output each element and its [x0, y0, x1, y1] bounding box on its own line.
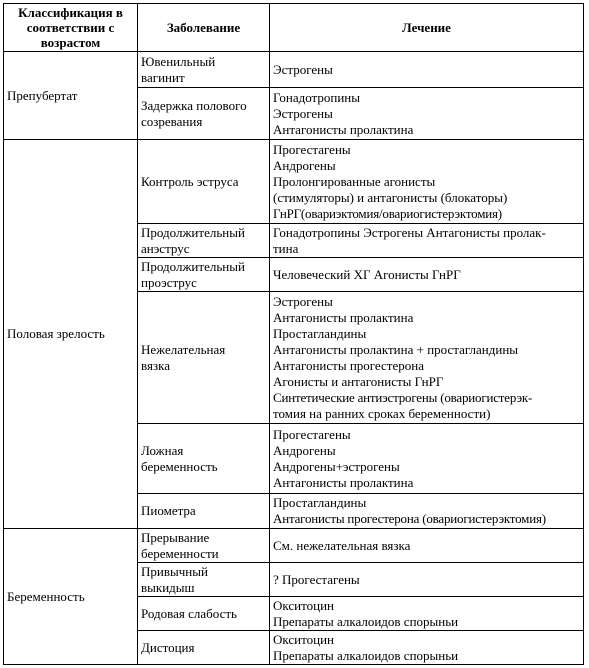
header-row [4, 4, 584, 52]
treatment-line: Андрогены [273, 442, 336, 458]
disease-cell [138, 292, 270, 424]
disease-cell [138, 140, 270, 224]
treatment-cell [270, 631, 584, 665]
treatment-line: ГнРГ(овариэктомия/овариогистерэктомия) [273, 205, 502, 221]
disease-line: Продолжительный [141, 258, 245, 274]
disease-line: Продолжительный [141, 224, 245, 240]
header-disease: Заболевание [138, 4, 270, 52]
disease-line: Дистоция [141, 639, 195, 655]
treatment-cell [270, 52, 584, 88]
treatment-line: Антагонисты прогестерона [273, 357, 424, 373]
treatment-line: Пролонгированные агонисты [273, 173, 436, 189]
disease-cell [138, 424, 270, 494]
treatment-cell [270, 88, 584, 140]
header-age-classification [4, 4, 138, 52]
group-cell: Препубертат [4, 52, 138, 140]
disease-line: вагинит [141, 69, 185, 85]
disease-line: выкидыш [141, 579, 195, 595]
treatment-line: См. нежелательная вязка [273, 537, 411, 553]
treatment-line: Антагонисты пролактина + простагландины [273, 341, 519, 357]
table-row [4, 52, 584, 88]
treatment-line: Антагонисты пролактина [273, 309, 414, 325]
disease-cell [138, 563, 270, 597]
treatment-line: Препараты алкалоидов спорыньи [273, 647, 459, 663]
disease-line: Пиометра [141, 503, 196, 518]
treatment-cell [270, 597, 584, 631]
treatment-cell [270, 224, 584, 258]
disease-line: беременности [141, 545, 219, 561]
disease-line: анэструс [141, 240, 190, 256]
disease-cell [138, 494, 270, 529]
treatment-line: Эстрогены [273, 61, 333, 77]
treatment-line: ? Прогестагены [273, 571, 360, 587]
disease-line: Ложная [141, 442, 184, 458]
disease-cell [138, 88, 270, 140]
disease-line: Задержка полового [141, 97, 247, 113]
treatment-cell [270, 140, 584, 224]
treatment-cell [270, 494, 584, 529]
treatment-line: Агонисты и антагонисты ГнРГ [273, 373, 444, 389]
treatment-line: Простагландины [273, 495, 367, 510]
disease-cell [138, 529, 270, 563]
treatment-line: томия на ранних сроках беременности) [273, 405, 491, 421]
disease-line: проэструс [141, 274, 197, 290]
treatment-line: Андрогены [273, 157, 336, 173]
treatment-cell [270, 563, 584, 597]
treatment-line: Окситоцин [273, 631, 334, 647]
treatment-line: Эстрогены [273, 293, 333, 309]
treatment-cell [270, 529, 584, 563]
disease-cell [138, 631, 270, 665]
disease-line: Нежелательная [141, 341, 226, 357]
disease-line: Привычный [141, 563, 208, 579]
disease-line: Ювенильный [141, 53, 216, 69]
treatment-line: Синтетические антиэстрогены (овариогистерэк- [273, 389, 533, 405]
header-treatment: Лечение [270, 4, 584, 52]
disease-line: Родовая слабость [141, 605, 237, 621]
treatment-line: Гонадотропины [273, 89, 360, 105]
disease-line: беременность [141, 458, 218, 474]
treatment-line: (стимуляторы) и антагонисты (блокаторы) [273, 189, 508, 205]
treatment-cell [270, 424, 584, 494]
treatment-line: Прогестагены [273, 426, 351, 442]
treatment-line: Эстрогены [273, 105, 333, 121]
treatment-line: Андрогены+эстрогены [273, 458, 400, 474]
group-cell: Беременность [4, 529, 138, 665]
treatment-cell [270, 292, 584, 424]
treatment-line: Препараты алкалоидов спорыньи [273, 613, 459, 629]
header-age-line: Классификация в [18, 5, 123, 20]
table-row [4, 529, 584, 563]
disease-line: Прерывание [141, 529, 210, 545]
table-row [4, 140, 584, 224]
group-cell: Половая зрелость [4, 140, 138, 529]
treatment-cell [270, 258, 584, 292]
disease-line: вязка [141, 357, 170, 373]
treatment-line: Простагландины [273, 325, 367, 341]
treatment-table [3, 3, 584, 665]
treatment-line: Окситоцин [273, 597, 334, 613]
treatment-line: Гонадотропины Эстрогены Антагонисты пролак- [273, 224, 546, 240]
disease-cell [138, 52, 270, 88]
treatment-line: тина [273, 240, 299, 256]
treatment-line: Антагонисты прогестерона (овариогистерэктомия) [273, 511, 546, 526]
disease-cell [138, 224, 270, 258]
treatment-line: Антагонисты пролактина [273, 121, 414, 137]
header-age-line: соответствии с [26, 20, 115, 35]
treatment-line: Антагонисты пролактина [273, 474, 414, 490]
disease-line: Контроль эструса [141, 173, 239, 189]
disease-line: созревания [141, 113, 203, 129]
header-age-line: возрастом [40, 35, 101, 50]
disease-cell [138, 597, 270, 631]
treatment-line: Прогестагены [273, 141, 351, 157]
treatment-line: Человеческий ХГ Агонисты ГнРГ [273, 266, 461, 282]
disease-cell [138, 258, 270, 292]
